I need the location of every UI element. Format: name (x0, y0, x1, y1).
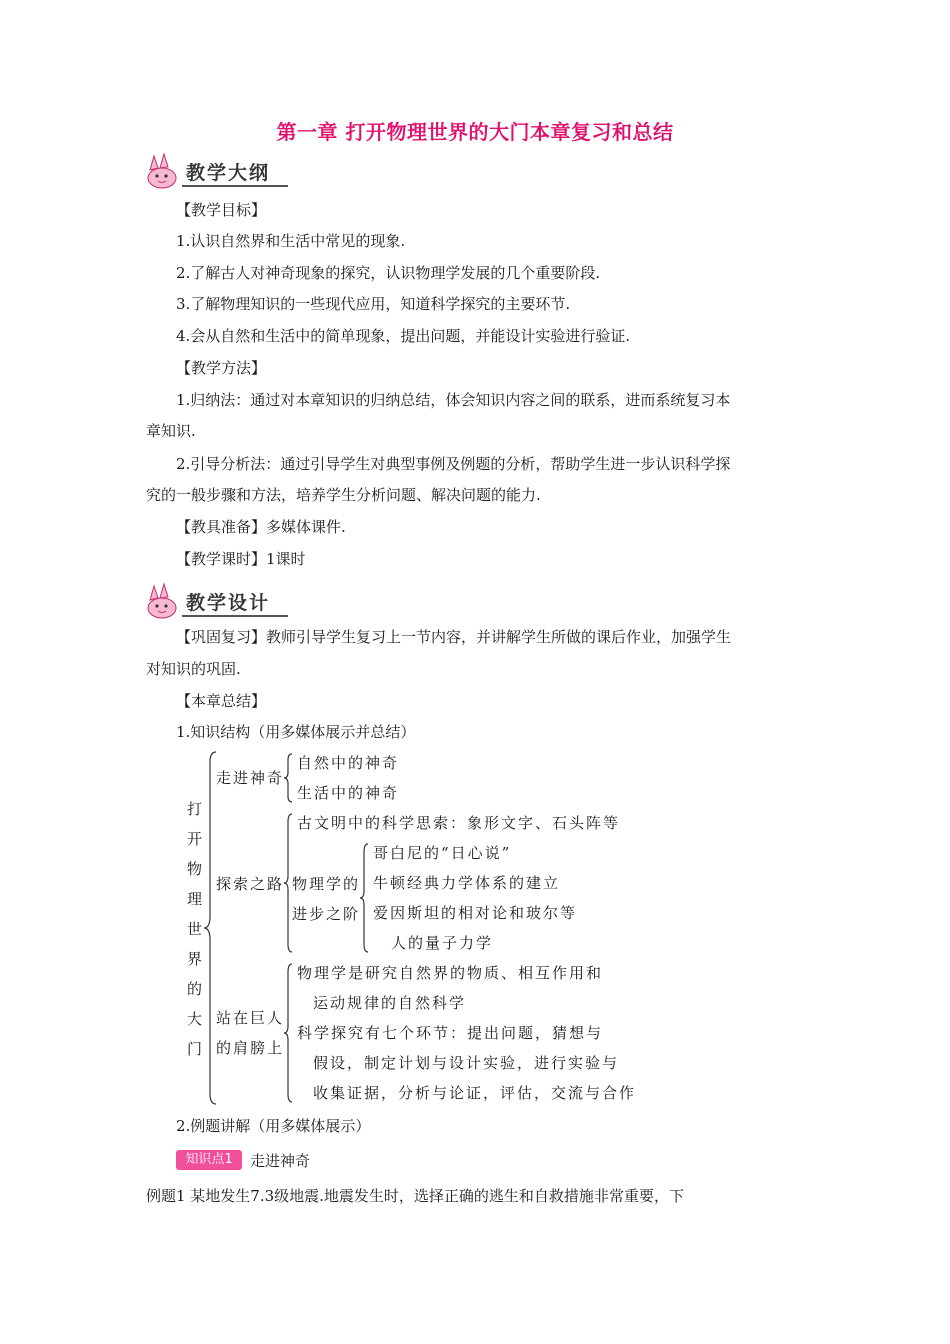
branch-brace (282, 962, 294, 1104)
banner-underline (182, 615, 288, 617)
branch-shoulders-of-giants: 站在巨人 (216, 1009, 285, 1027)
goal-item: 3.了解物理知识的一些现代应用，知道科学探究的主要环节. (176, 295, 571, 313)
leaf-item: 科学探究有七个环节：提出问题，猜想与 (297, 1024, 604, 1042)
method-item-cont: 章知识. (146, 422, 196, 440)
banner-underline (182, 185, 288, 187)
summary-heading: 【本章总结】 (176, 692, 267, 710)
knowledge-point-title: 走进神奇 (250, 1152, 311, 1170)
goal-item: 1.认识自然界和生活中常见的现象. (176, 232, 406, 250)
knowledge-point-badge: 知识点1 (176, 1150, 242, 1170)
leaf-item: 物理学是研究自然界的物质、相互作用和 (297, 964, 604, 982)
leaf-item: 自然中的神奇 (297, 754, 400, 772)
page-title: 第一章 打开物理世界的大门本章复习和总结 (276, 120, 674, 144)
root-char: 物 (187, 860, 205, 878)
leaf-item: 牛顿经典力学体系的建立 (373, 874, 561, 892)
structure-heading: 1.知识结构（用多媒体展示并总结） (176, 723, 416, 741)
branch-brace (282, 752, 294, 804)
root-char: 理 (187, 890, 205, 908)
leaf-item: 哥白尼的“日心说” (373, 844, 512, 862)
sub-branch-label: 物理学的 (292, 875, 361, 893)
goal-item: 4.会从自然和生活中的简单现象，提出问题，并能设计实验进行验证. (176, 327, 631, 345)
root-char: 打 (187, 800, 205, 818)
sub-branch-label: 进步之阶 (292, 905, 361, 923)
root-char: 大 (187, 1010, 205, 1028)
branch-walk-into-wonder: 走进神奇 (216, 769, 285, 787)
review-line: 【巩固复习】教师引导学生复习上一节内容，并讲解学生所做的课后作业，加强学生 (176, 628, 732, 646)
root-char: 界 (187, 950, 205, 968)
goal-heading: 【教学目标】 (176, 201, 267, 219)
method-item: 1.归纳法：通过对本章知识的归纳总结，体会知识内容之间的联系，进而系统复习本 (176, 391, 731, 409)
hours-line: 【教学课时】1课时 (176, 550, 306, 568)
sub-branch-brace (358, 842, 370, 954)
root-char: 的 (187, 980, 205, 998)
section-banner-design (142, 582, 288, 620)
branch-exploration-path: 探索之路 (216, 875, 285, 893)
branch-shoulders-of-giants-cont: 的肩膀上 (216, 1039, 285, 1057)
method-heading: 【教学方法】 (176, 359, 267, 377)
leaf-item: 爱因斯坦的相对论和玻尔等 (373, 904, 578, 922)
root-char: 门 (187, 1040, 205, 1058)
tools-line: 【教具准备】多媒体课件. (176, 518, 346, 536)
example-1-text: 例题1 某地发生7.3级地震.地震发生时，选择正确的逃生和自救措施非常重要，下 (146, 1187, 684, 1205)
leaf-item-cont: 假设，制定计划与设计实验，进行实验与 (313, 1054, 620, 1072)
root-char: 世 (187, 920, 205, 938)
mascot-icon (142, 152, 182, 190)
leaf-item-cont: 人的量子力学 (391, 934, 494, 952)
leaf-item-cont: 运动规律的自然科学 (313, 994, 467, 1012)
mascot-icon (142, 582, 182, 620)
example-heading: 2.例题讲解（用多媒体展示） (176, 1117, 371, 1135)
review-line-cont: 对知识的巩固. (146, 660, 241, 678)
goal-item: 2.了解古人对神奇现象的探究，认识物理学发展的几个重要阶段. (176, 264, 601, 282)
method-item-cont: 究的一般步骤和方法，培养学生分析问题、解决问题的能力. (146, 486, 541, 504)
method-item: 2.引导分析法：通过引导学生对典型事例及例题的分析，帮助学生进一步认识科学探 (176, 455, 731, 473)
banner-title: 教学设计 (186, 592, 271, 614)
leaf-item: 生活中的神奇 (297, 784, 400, 802)
leaf-item-cont: 收集证据，分析与论证，评估，交流与合作 (313, 1084, 637, 1102)
banner-title: 教学大纲 (186, 162, 271, 184)
leaf-item: 古文明中的科学思索：象形文字、石头阵等 (297, 814, 621, 832)
root-char: 开 (187, 830, 205, 848)
section-banner-outline (142, 152, 288, 190)
